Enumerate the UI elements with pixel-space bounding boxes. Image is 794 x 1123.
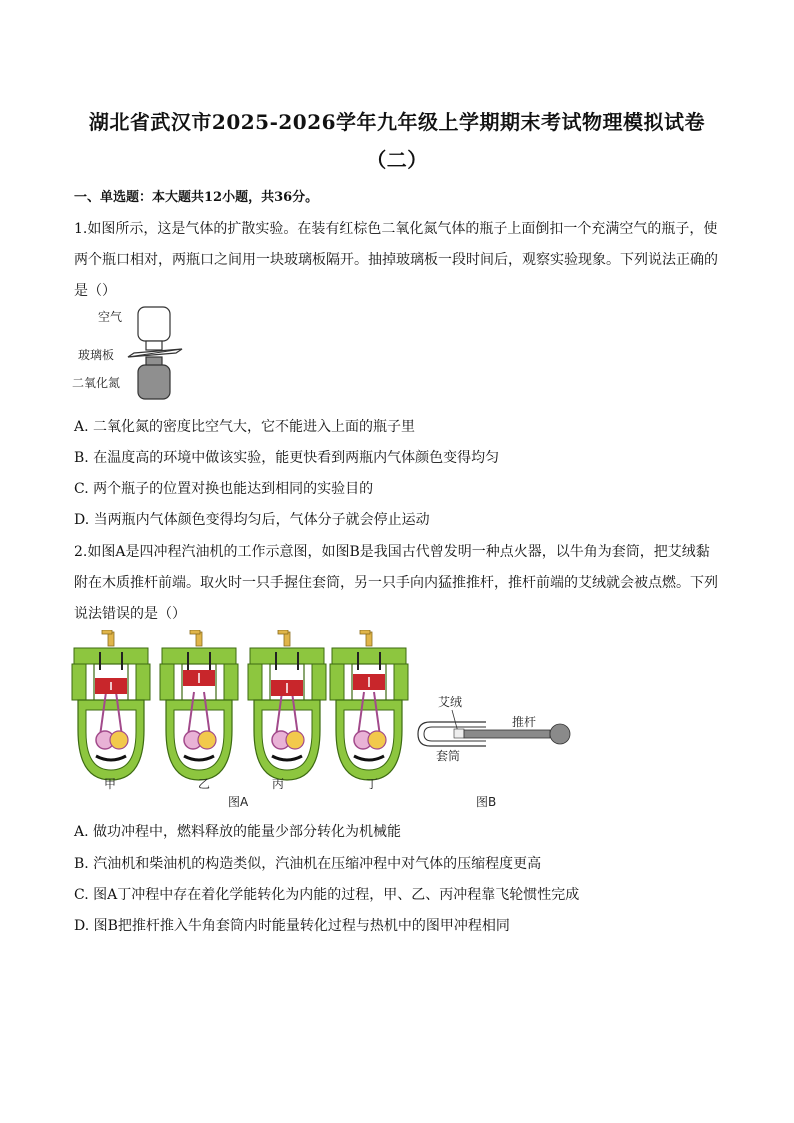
- glass-label: 玻璃板: [78, 348, 115, 362]
- q2-option-c: C. 图A丁冲程中存在着化学能转化为内能的过程，甲、乙、丙冲程靠飞轮惯性完成: [74, 887, 580, 903]
- engine-figure: [66, 630, 586, 812]
- sleeve-label: 套筒: [436, 749, 461, 763]
- air-label: 空气: [98, 310, 123, 324]
- q1-option-a: A. 二氧化氮的密度比空气大，它不能进入上面的瓶子里: [74, 419, 416, 435]
- section-heading: 一、单选题：本大题共12小题，共36分。: [74, 190, 319, 205]
- engine-bing: [248, 630, 326, 780]
- q1-stem-line: 是（）: [74, 283, 116, 299]
- q2-option-b: B. 汽油机和柴油机的构造类似，汽油机在压缩冲程中对气体的压缩程度更高: [74, 856, 542, 872]
- fire-piston-figure: [418, 694, 570, 809]
- diffusion-figure: [70, 303, 200, 403]
- engine-label-bing: 丙: [272, 777, 285, 791]
- engine-label-ding: 丁: [366, 777, 379, 791]
- q2-option-d: D. 图B把推杆推入牛角套筒内时能量转化过程与热机中的图甲冲程相同: [74, 918, 510, 934]
- q2-stem-line: 2.如图A是四冲程汽油机的工作示意图，如图B是我国古代曾发明一种点火器，以牛角为套筒，把艾绒黏: [74, 544, 710, 560]
- moxa-label: 艾绒: [438, 695, 463, 709]
- rod: [464, 730, 550, 738]
- q1-stem-line: 1.如图所示，这是气体的扩散实验。在装有红棕色二氧化氮气体的瓶子上面倒扣一个充满空气的瓶子，使: [74, 221, 718, 237]
- exam-title: 湖北省武汉市2025-2026学年九年级上学期期末考试物理模拟试卷: [88, 110, 706, 134]
- figure-a-caption: 图A: [228, 795, 249, 809]
- q1-stem-line: 两个瓶口相对，两瓶口之间用一块玻璃板隔开。抽掉玻璃板一段时间后，观察实验现象。下列说法正确的: [74, 252, 718, 268]
- rod-label: 推杆: [512, 715, 537, 729]
- exam-subtitle: （二）: [366, 148, 428, 172]
- q2-stem-line: 附在木质推杆前端。取火时一只手握住套筒，另一只手向内猛推推杆，推杆前端的艾绒就会被点燃。下列: [74, 575, 718, 591]
- engine-label-jia: 甲: [104, 777, 117, 791]
- engine-ding: [330, 630, 408, 780]
- q1-option-b: B. 在温度高的环境中做该实验，能更快看到两瓶内气体颜色变得均匀: [74, 450, 500, 466]
- engine-yi: [160, 630, 238, 780]
- engine-label-yi: 乙: [198, 777, 211, 791]
- figure-b-caption: 图B: [476, 795, 497, 809]
- q2-stem-line: 说法错误的是（）: [74, 606, 186, 622]
- engine-jia: [72, 630, 150, 780]
- no2-bottle: [138, 365, 170, 399]
- q2-option-a: A. 做功冲程中，燃料释放的能量少部分转化为机械能: [74, 824, 402, 840]
- q1-option-c: C. 两个瓶子的位置对换也能达到相同的实验目的: [74, 481, 374, 497]
- q1-option-d: D. 当两瓶内气体颜色变得均匀后，气体分子就会停止运动: [74, 512, 430, 528]
- air-bottle: [138, 307, 170, 341]
- no2-label: 二氧化氮: [72, 376, 121, 390]
